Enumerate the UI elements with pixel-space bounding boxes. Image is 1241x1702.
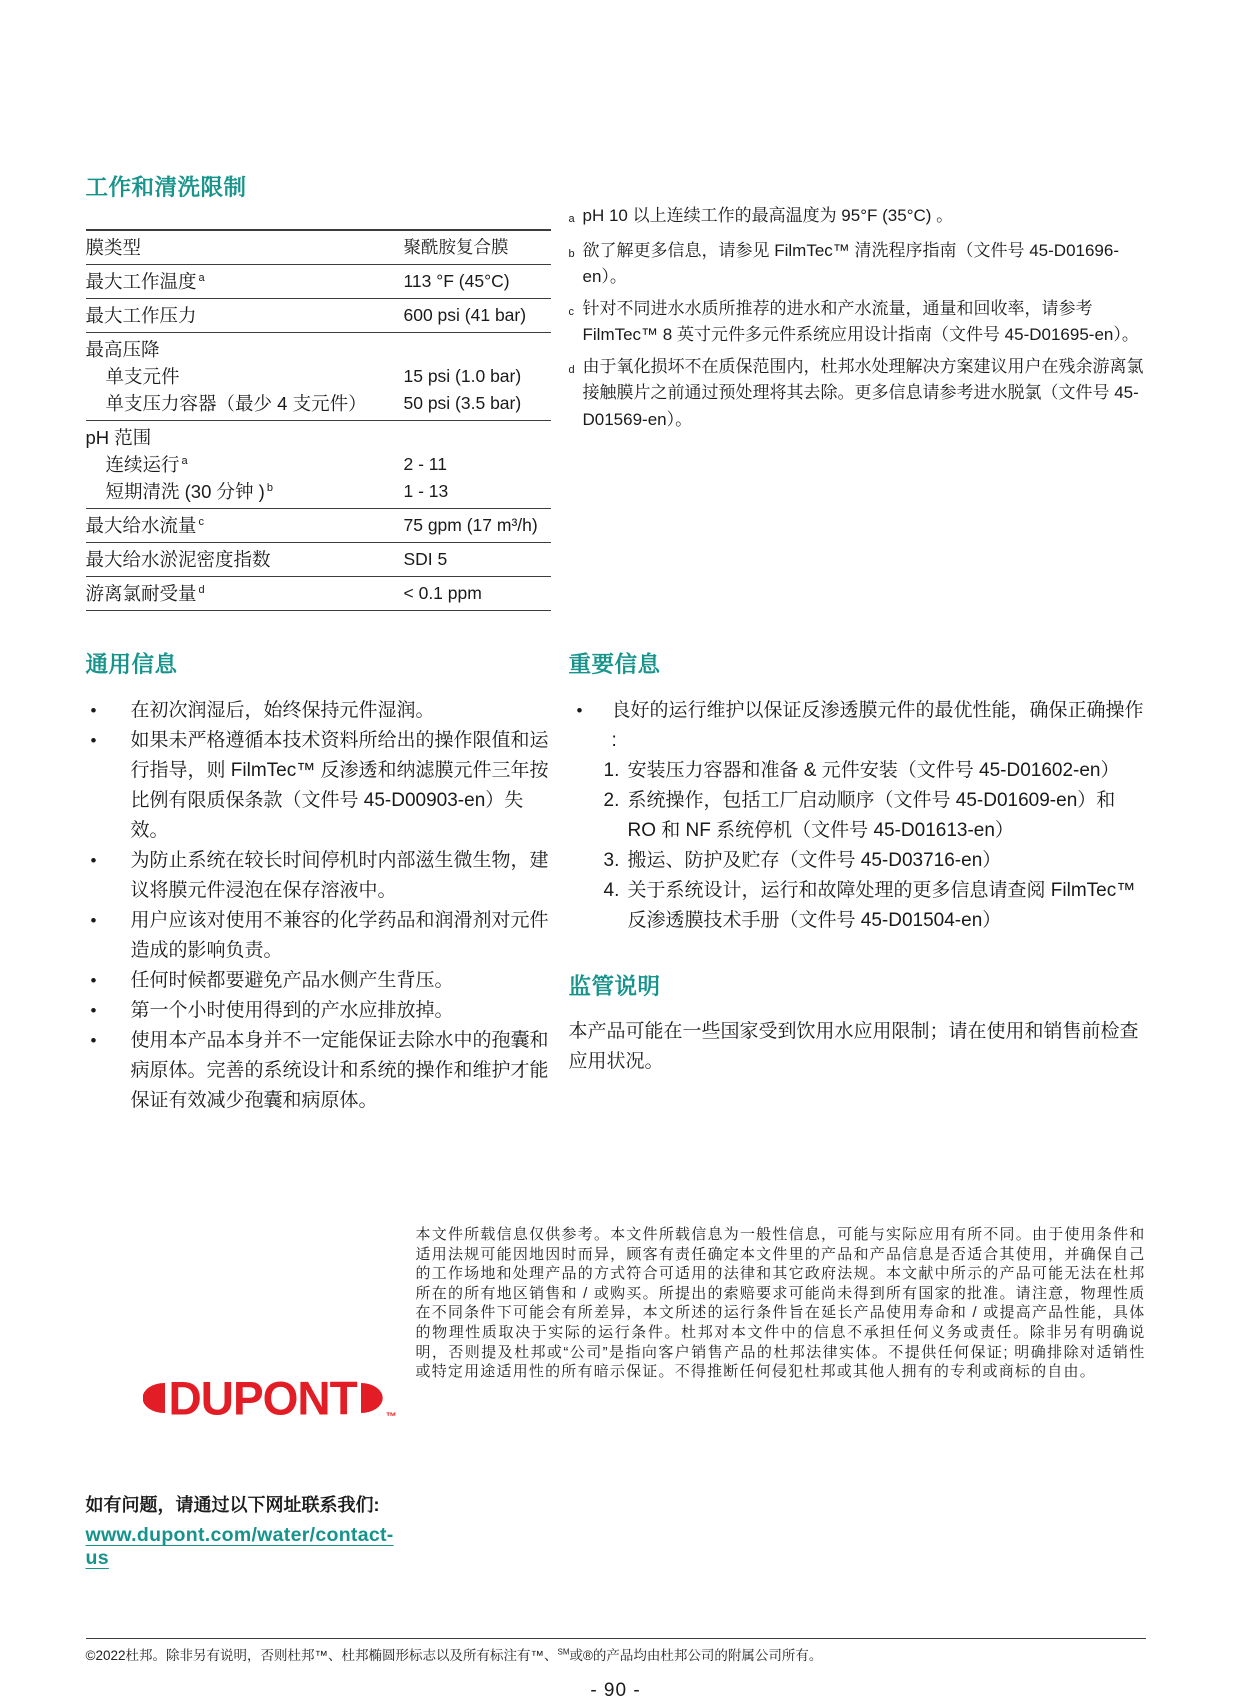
row-footnote-mark: d (198, 583, 205, 596)
contact-block (86, 1216, 416, 1570)
important-intro-bullet (569, 696, 1146, 756)
row-value (404, 336, 551, 363)
step-item (604, 756, 1146, 786)
row-label: 最大工作温度 (85, 271, 197, 292)
row-label: 连续运行 (105, 454, 180, 475)
step-text: 关于系统设计，运行和故障处理的更多信息请查阅 FilmTec™ 反渗透膜技术手册（文件号 45-D01504-en） (627, 880, 1136, 931)
general-info-bullets (86, 696, 551, 1116)
table-row (86, 577, 551, 611)
step-item (604, 846, 1146, 876)
bullet-item (86, 696, 551, 726)
row-footnote-mark: b (266, 481, 273, 494)
table-row (86, 231, 551, 265)
footnote-text: pH 10 以上连续工作的最高温度为 95°F (35°C) 。 (582, 206, 954, 225)
general-info-section (86, 647, 551, 1116)
table-row (86, 451, 551, 478)
doc-steps (569, 756, 1146, 936)
row-value: 1 - 13 (403, 481, 449, 501)
row-footnote-mark: c (198, 515, 205, 528)
row-label: 短期清洗 (30 分钟 ) (105, 481, 265, 502)
row-value: < 0.1 ppm (403, 583, 482, 603)
logo-text: DUPONT (168, 1371, 357, 1425)
row-label: 最大给水淤泥密度指数 (85, 549, 271, 570)
bullet-item (86, 846, 551, 906)
legal-text: 本文件所载信息仅供参考。本文件所载信息为一般性信息，可能与实际应用有所不同。由于使用条件和适用法规可能因地因时而异，顾客有责任确定本文件里的产品和产品信息是否适合其使用，并确保自己的工作场地和处理产品的方式符合可适用的法律和其它政府法规。本文献中所示的产品可能无法在杜邦所在的所有地区销售和 / 或购买。所提出的索赔要求可能尚未得到所有国家的批准。请注意，物理性质在不同条件下可能会有所差异，本文所述的运行条件旨在延长产品使用寿命和 / 或提高产品性能，具体的物理性质取决于实际的运行条件。杜邦对本文件中的信息不承担任何义务或责任。除非另有明确说明，否则提及杜邦或“公司”是指向客户销售产品的杜邦法律实体。不提供任何保证; 明确排除对适销性或特定用途适用性的所有暗示保证。不得推断任何侵犯杜邦或其他人拥有的专利或商标的自由。 (415, 1226, 1146, 1381)
table-row (86, 478, 551, 509)
step-text: 系统操作，包括工厂启动顺序（文件号 45-D01609-en）和 RO 和 NF 系统停机（文件号 45-D01613-en） (627, 790, 1116, 841)
bullet-item (86, 906, 551, 966)
row-value: 113 °F (45°C) (403, 271, 510, 291)
regulatory-section (569, 969, 1146, 1077)
document-page (86, 0, 1146, 1702)
bullet-text: • 良好的运行维护以保证反渗透膜元件的最优性能，确保正确操作 : (611, 700, 1144, 751)
row-value: 50 psi (3.5 bar) (403, 393, 522, 413)
step-item (604, 876, 1146, 936)
bullet-item (86, 966, 551, 996)
bullet-item (86, 1026, 551, 1116)
regulatory-text: 本产品可能在一些国家受到饮用水应用限制；请在使用和销售前检查应用状况。 (568, 1021, 1139, 1072)
row-value: 600 psi (41 bar) (403, 305, 527, 325)
table-row (86, 509, 551, 543)
footnote-mark: d (568, 363, 575, 376)
footnote (569, 354, 1146, 434)
dupont-logo (143, 1369, 416, 1427)
important-info-title: 重要信息 (568, 652, 661, 677)
bullet-text: • 任何时候都要避免产品水侧产生背压。 (130, 970, 454, 991)
step-number: 1. (603, 760, 620, 781)
table-row (86, 265, 551, 299)
limits-section (86, 170, 551, 611)
bullet-text: • 在初次润湿后，始终保持元件湿润。 (130, 700, 435, 721)
footnote-text: 由于氧化损坏不在质保范围内，杜邦水处理解决方案建议用户在残余游离氯接触膜片之前通过预处理将其去除。更多信息请参考进水脱氯（文件号 45-D01569-en）。 (582, 356, 1144, 429)
footer (86, 1638, 1146, 1702)
bullet-text: • 为防止系统在较长时间停机时内部滋生微生物，建议将膜元件浸泡在保存溶液中。 (130, 850, 549, 901)
bullet-item (86, 996, 551, 1026)
logo-right-wedge-icon (361, 1383, 383, 1413)
copyright-text: ©2022杜邦。除非另有说明，否则杜邦™、杜邦椭圆形标志以及所有标注有™、℠或®的产品均由杜邦公司的附属公司所有。 (85, 1647, 823, 1663)
contact-url-link[interactable]: www.dupont.com/water/contact-us (85, 1524, 394, 1569)
row-value: SDI 5 (403, 549, 448, 569)
row-label: 最大给水流量 (85, 515, 197, 536)
regulatory-title: 监管说明 (568, 974, 661, 999)
bullet-text: • 第一个小时使用得到的产水应排放掉。 (130, 1000, 454, 1021)
bullet-item (86, 726, 551, 846)
footnote-list (569, 170, 1146, 611)
table-row (86, 363, 551, 390)
footnote-mark: b (568, 247, 575, 260)
step-text: 安装压力容器和准备 & 元件安装（文件号 45-D01602-en） (627, 760, 1120, 781)
row-label: 单支元件 (105, 366, 180, 387)
general-info-title: 通用信息 (85, 652, 178, 677)
step-number: 4. (603, 880, 620, 901)
footnote (569, 203, 1146, 233)
row-label: 膜类型 (85, 237, 142, 258)
row-label: pH 范围 (85, 427, 152, 448)
important-info-section (569, 647, 1146, 1116)
row-label: 最高压降 (85, 339, 160, 360)
step-number: 3. (603, 850, 620, 871)
bullet-text: • 使用本产品本身并不一定能保证去除水中的孢囊和病原体。完善的系统设计和系统的操作和维护才能保证有效减少孢囊和病原体。 (130, 1030, 549, 1111)
table-row (86, 543, 551, 577)
row-footnote-mark: a (181, 454, 188, 467)
table-row (86, 390, 551, 421)
footnote (569, 238, 1146, 291)
spec-table (86, 229, 551, 611)
row-value: 2 - 11 (403, 454, 447, 474)
page-number: - 90 - (590, 1680, 641, 1701)
row-value: 75 gpm (17 m³/h) (403, 515, 538, 535)
row-label: 单支压力容器（最少 4 支元件） (105, 393, 367, 414)
footnote-text: 针对不同进水水质所推荐的进水和产水流量，通量和回收率，请参考 FilmTec™ 8 英寸元件多元件系统应用设计指南（文件号 45-D01695-en）。 (582, 298, 1139, 344)
limits-title: 工作和清洗限制 (85, 175, 247, 200)
footnote-mark: a (568, 213, 575, 225)
row-value: 15 psi (1.0 bar) (403, 366, 522, 386)
row-footnote-mark: a (198, 271, 205, 284)
row-value: 聚酰胺复合膜 (403, 237, 509, 257)
footnote-text: 欲了解更多信息，请参见 FilmTec™ 清洗程序指南（文件号 45-D01696-en）。 (582, 240, 1120, 286)
bullet-text: • 用户应该对使用不兼容的化学药品和润滑剂对元件造成的影响负责。 (130, 910, 549, 961)
step-number: 2. (603, 790, 620, 811)
bullet-text: • 如果未严格遵循本技术资料所给出的操作限值和运行指导，则 FilmTec™ 反渗透和纳滤膜元件三年按比例有限质保条款（文件号 45-D00903-en）失效。 (130, 730, 549, 841)
footnote-mark: c (568, 305, 574, 318)
row-label: 最大工作压力 (85, 305, 197, 326)
step-item (604, 786, 1146, 846)
logo-left-wedge-icon (143, 1383, 165, 1413)
row-value (404, 424, 551, 451)
sm-mark: SM (557, 1647, 570, 1657)
logo-tm: ™ (385, 1411, 397, 1423)
contact-label: 如有问题，请通过以下网址联系我们: (85, 1495, 380, 1515)
row-label: 游离氯耐受量 (85, 583, 197, 604)
footnote (569, 296, 1146, 349)
step-text: 搬运、防护及贮存（文件号 45-D03716-en） (627, 850, 1002, 871)
table-row (86, 421, 551, 451)
table-row (86, 299, 551, 333)
table-row (86, 333, 551, 363)
